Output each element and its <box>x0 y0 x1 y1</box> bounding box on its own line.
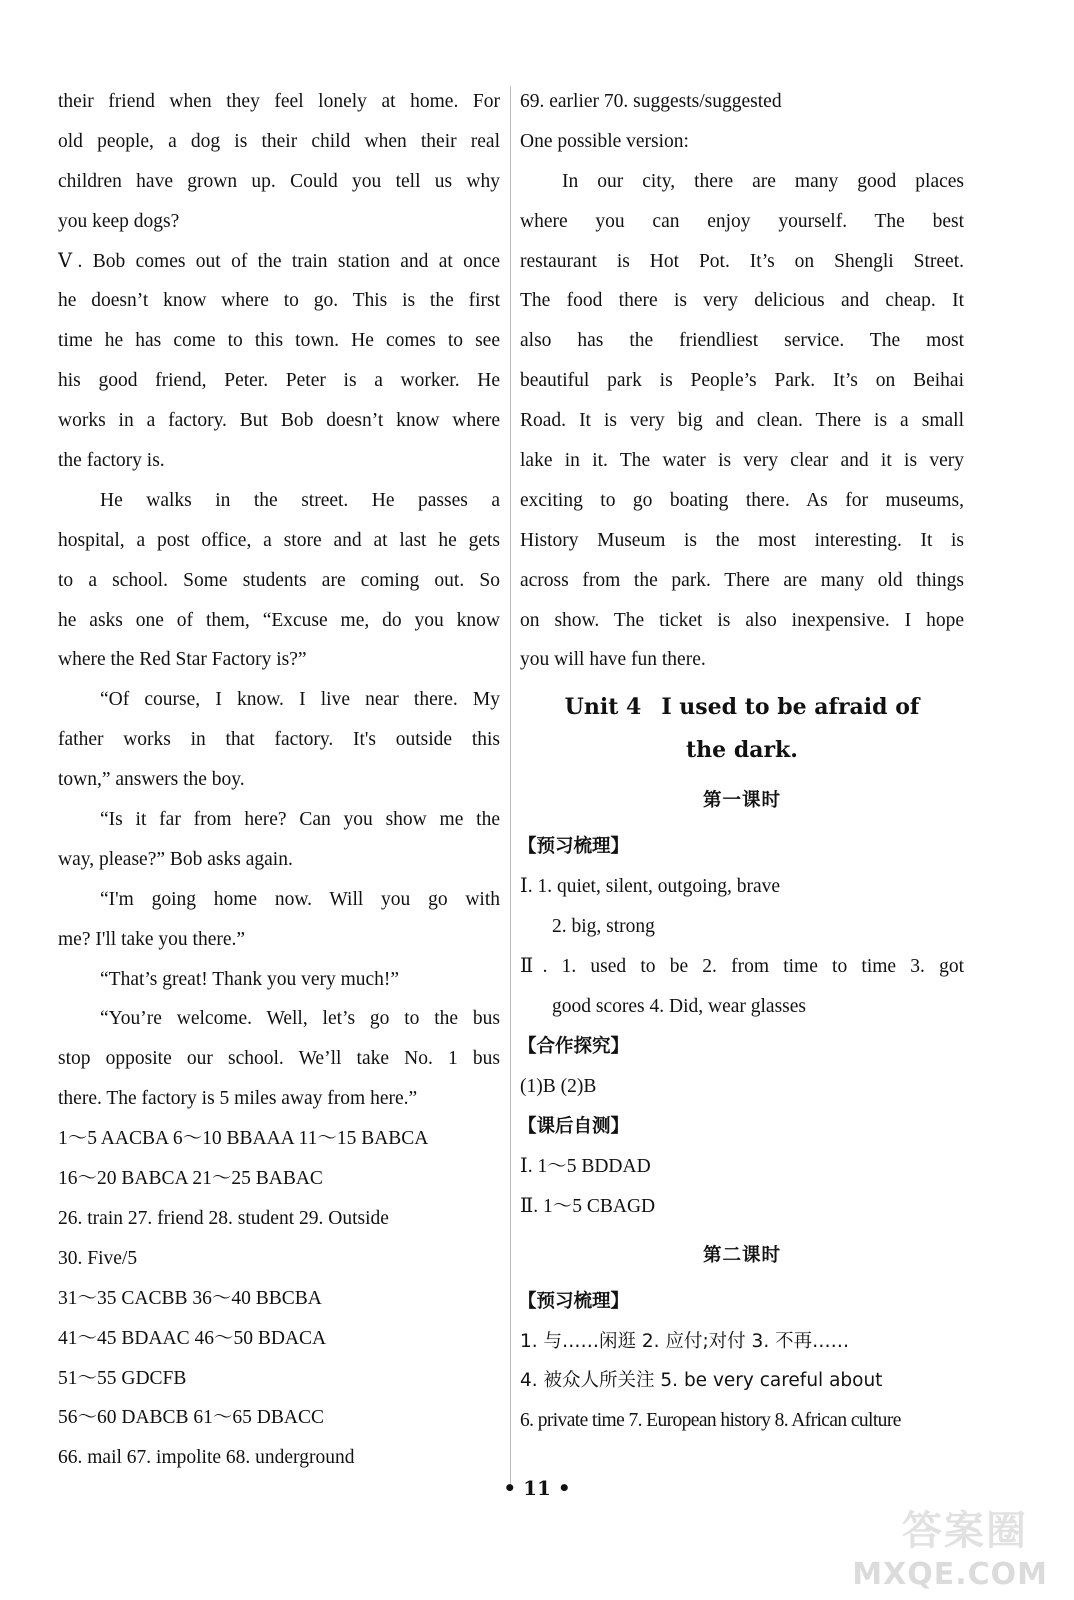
watermark-site: MXQE.COM <box>852 1557 1048 1592</box>
watermark <box>834 1492 1054 1592</box>
text-line: me? I'll take you there.” <box>58 928 246 950</box>
text-line: “That’s great! Thank you very much!” <box>100 968 400 990</box>
text-line: 16～20 BABCA 21～25 BABAC <box>58 1168 323 1190</box>
lesson-1-coop-list <box>520 1067 964 1107</box>
text-line: 66. mail 67. impolite 68. underground <box>58 1447 355 1469</box>
text-line: he asks one of them, “Excuse me, do you know <box>58 609 500 631</box>
text-line: works in a factory. But Bob doesn’t know where <box>58 410 500 432</box>
unit-title-line1: I used to be afraid of <box>661 694 920 721</box>
text-line: their friend when they feel lonely at home. For <box>58 91 500 112</box>
lesson-1-title: 第一课时 <box>702 790 781 812</box>
text-line: “You’re welcome. Well, let’s go to the bus <box>100 1008 500 1030</box>
answer-line: 2. big, strong <box>552 916 655 938</box>
text-line: 31～35 CACBB 36～40 BBCBA <box>58 1287 322 1309</box>
answer-line: (1)B (2)B <box>520 1075 597 1097</box>
text-line: Road. It is very big and clean. There is a small <box>520 410 964 432</box>
text-line: town,” answers the boy. <box>58 769 245 791</box>
lesson-1-preview-header: 【预习梳理】 <box>518 836 630 858</box>
text-line: you keep dogs? <box>58 210 180 232</box>
answer-line: 4. 被众人所关注 5. be very careful about <box>520 1370 883 1392</box>
text-line: also has the friendliest service. The most <box>520 330 964 352</box>
unit-title-line2: the dark. <box>686 737 798 764</box>
text-line: Ⅴ. Bob comes out of the train station and at once <box>58 250 500 272</box>
answer-line: Ⅰ. 1～5 BDDAD <box>520 1155 651 1177</box>
text-line: to a school. Some students are coming out. So <box>58 569 500 591</box>
unit-label: Unit 4 <box>564 694 642 721</box>
text-line: you will have fun there. <box>520 649 706 671</box>
text-line: 1～5 AACBA 6～10 BBAAA 11～15 BABCA <box>58 1128 429 1150</box>
answer-line: Ⅱ. 1. used to be 2. from time to time 3. got <box>520 956 964 978</box>
text-line: In our city, there are many good places <box>562 170 964 192</box>
answer-line: 6. private time 7. European history 8. African culture <box>520 1410 901 1432</box>
text-line: hospital, a post office, a store and at last he gets <box>58 529 500 551</box>
answer-line: good scores 4. Did, wear glasses <box>552 996 806 1018</box>
text-line: One possible version: <box>520 130 689 152</box>
text-line: beautiful park is People’s Park. It’s on Beihai <box>520 370 964 392</box>
text-line: time he has come to this town. He comes to see <box>58 330 500 352</box>
text-line: stop opposite our school. We’ll take No. 1 bus <box>58 1048 500 1070</box>
text-line: the factory is. <box>58 450 165 472</box>
text-line: children have grown up. Could you tell us why <box>58 170 500 192</box>
answer-line: Ⅱ. 1～5 CBAGD <box>520 1195 656 1217</box>
text-line: restaurant is Hot Pot. It’s on Shengli Street. <box>520 250 964 272</box>
text-line: He walks in the street. He passes a <box>100 489 500 511</box>
text-line: his good friend, Peter. Peter is a worker. He <box>58 370 500 392</box>
text-line: 69. earlier 70. suggests/suggested <box>520 91 782 112</box>
left-column <box>58 82 500 1478</box>
lesson-2-title: 第二课时 <box>702 1244 781 1266</box>
text-line: History Museum is the most interesting. It is <box>520 529 964 551</box>
text-line: across from the park. There are many old things <box>520 569 964 591</box>
text-line: where the Red Star Factory is?” <box>58 649 307 671</box>
text-line: he doesn’t know where to go. This is the first <box>58 290 500 312</box>
text-line: exciting to go boating there. As for museums, <box>520 489 964 511</box>
lesson-2-preview-header: 【预习梳理】 <box>518 1290 630 1312</box>
column-divider <box>510 86 511 1486</box>
essay-block <box>520 82 964 680</box>
text-line: “Of course, I know. I live near there. My <box>100 689 500 711</box>
unit-title <box>520 686 964 772</box>
text-line: 51～55 GDCFB <box>58 1367 187 1389</box>
text-line: old people, a dog is their child when their real <box>58 130 500 152</box>
text-line: 30. Five/5 <box>58 1247 138 1269</box>
lesson-2-preview-list <box>520 1322 964 1442</box>
text-line: father works in that factory. It's outside this <box>58 729 500 751</box>
text-line: on show. The ticket is also inexpensive. I hope <box>520 609 964 631</box>
text-line: 41～45 BDAAC 46～50 BDACA <box>58 1327 327 1349</box>
page-number: • 11 • <box>503 1476 571 1500</box>
text-line: 26. train 27. friend 28. student 29. Outside <box>58 1207 389 1229</box>
lesson-1-coop-header: 【合作探究】 <box>518 1035 630 1057</box>
right-column <box>520 82 964 1441</box>
text-line: 56～60 DABCB 61～65 DBACC <box>58 1407 324 1429</box>
answer-line: Ⅰ. 1. quiet, silent, outgoing, brave <box>520 876 781 898</box>
text-line: “I'm going home now. Will you go with <box>100 888 500 910</box>
text-line: lake in it. The water is very clear and it is very <box>520 450 964 472</box>
text-line: The food there is very delicious and cheap. It <box>520 290 964 312</box>
answer-line: 1. 与……闲逛 2. 应付;对付 3. 不再…… <box>520 1330 850 1352</box>
watermark-logo: 答案圈 <box>902 1508 1028 1554</box>
text-line: there. The factory is 5 miles away from here.” <box>58 1088 418 1110</box>
text-line: where you can enjoy yourself. The best <box>520 210 964 232</box>
text-line: “Is it far from here? Can you show me the <box>100 809 500 831</box>
text-line: way, please?” Bob asks again. <box>58 848 293 870</box>
lesson-1-preview-list <box>520 867 964 1027</box>
lesson-1-test-list <box>520 1147 964 1227</box>
lesson-1-test-header: 【课后自测】 <box>518 1115 630 1137</box>
